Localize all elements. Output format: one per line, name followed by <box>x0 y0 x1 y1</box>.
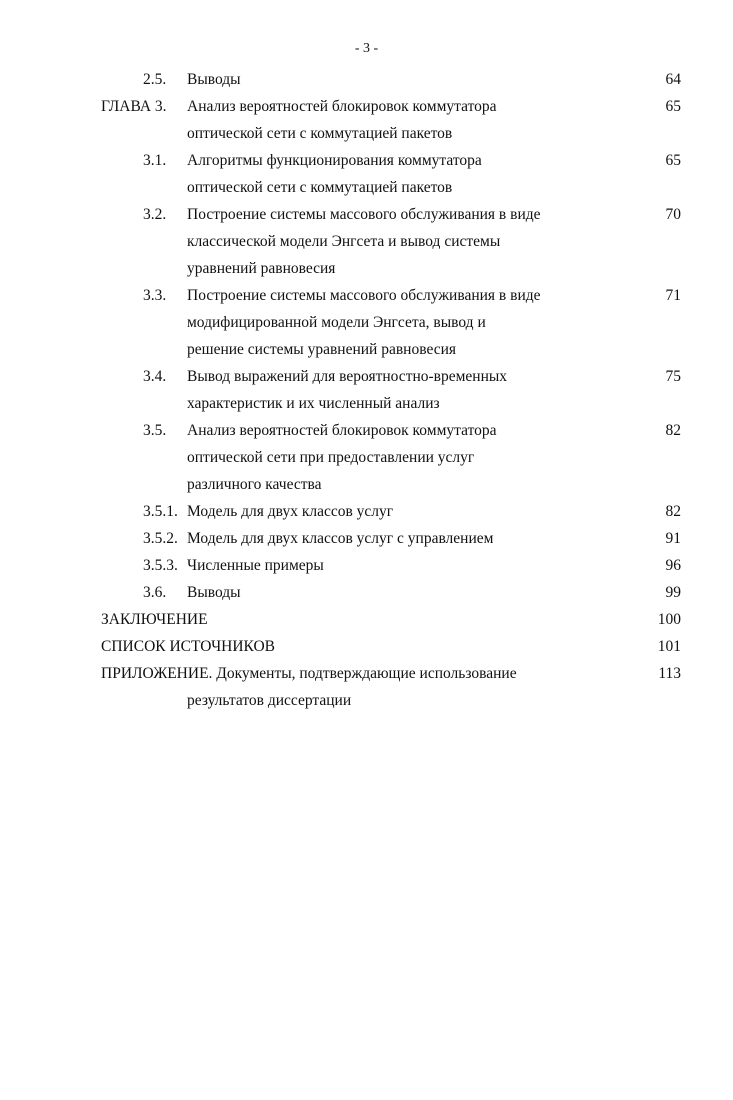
toc-entry-number: 3.2. <box>143 206 167 223</box>
toc-entry-title-line: Алгоритмы функционирования коммутатора <box>187 152 482 169</box>
toc-entry-page: 75 <box>665 368 681 385</box>
toc-entry <box>0 66 733 93</box>
toc-entry <box>0 660 733 714</box>
toc-entry-title <box>187 201 733 282</box>
toc-entry <box>0 363 733 417</box>
toc-entry <box>0 498 733 525</box>
toc-entry-title-line: Выводы <box>187 71 241 88</box>
toc-entry-title <box>187 147 733 201</box>
toc-entry-title-line: классической модели Энгсета и вывод системы <box>187 233 501 250</box>
toc-entry-number: 3.5.3. <box>143 557 178 574</box>
toc-entry-title-line: оптической сети с коммутацией пакетов <box>187 125 453 142</box>
toc-entry <box>0 606 733 633</box>
toc-entry-page: 64 <box>665 71 681 88</box>
toc-entry-page: 65 <box>665 98 681 115</box>
toc-entry-title-line: уравнений равновесия <box>187 260 336 277</box>
toc-entry-title-line: результатов диссертации <box>187 692 352 709</box>
toc-entry-number: 3.5. <box>143 422 167 439</box>
toc-entry-page: 71 <box>665 287 681 304</box>
toc-entry-number: 2.5. <box>143 71 167 88</box>
toc-entry-title <box>187 498 733 525</box>
toc-entry-title-line: СПИСОК ИСТОЧНИКОВ <box>101 638 276 655</box>
toc-entry-page: 100 <box>657 611 681 628</box>
toc-entry <box>0 201 733 282</box>
toc-entry <box>0 525 733 552</box>
toc-entry-title <box>187 93 733 147</box>
toc-entry-title-line: модифицированной модели Энгсета, вывод и <box>187 314 486 331</box>
toc-entry-page: 99 <box>665 584 681 601</box>
toc-entry <box>0 93 733 147</box>
toc-entry-page: 96 <box>665 557 681 574</box>
toc-entry-number: ГЛАВА 3. <box>101 98 167 115</box>
toc-entry-number: 3.1. <box>143 152 167 169</box>
toc-entry-title <box>187 417 733 498</box>
toc-entry-title-line: Модель для двух классов услуг <box>187 503 394 520</box>
toc-entry-page: 113 <box>658 665 681 682</box>
toc-entry-title-line: Построение системы массового обслуживания в виде <box>187 287 541 304</box>
toc-entry <box>0 579 733 606</box>
toc-entry-title-line: ЗАКЛЮЧЕНИЕ <box>101 611 208 628</box>
toc-entry-page: 101 <box>657 638 681 655</box>
toc-entry-title-line: Выводы <box>187 584 241 601</box>
toc-entry-title <box>187 579 733 606</box>
toc-entry-title-line: Модель для двух классов услуг с управлением <box>187 530 494 547</box>
toc-entry-title <box>187 552 733 579</box>
toc-entry <box>0 417 733 498</box>
toc-entry-page: 82 <box>665 422 681 439</box>
toc-entry-page: 91 <box>665 530 681 547</box>
page-number: - 3 - <box>354 41 379 56</box>
toc-entry-title-line: Численные примеры <box>187 557 324 574</box>
toc-entry-title-line: Анализ вероятностей блокировок коммутатора <box>187 422 497 439</box>
toc-entry-title-line: характеристик и их численный анализ <box>187 395 440 412</box>
toc-entry-title-line: решение системы уравнений равновесия <box>187 341 457 358</box>
toc-entry-title <box>101 660 733 714</box>
toc-entry <box>0 282 733 363</box>
toc-entry-title <box>101 633 733 660</box>
toc-entry <box>0 552 733 579</box>
toc-entry-number: 3.6. <box>143 584 167 601</box>
toc-entry-title <box>187 363 733 417</box>
toc-entry-title-line: Вывод выражений для вероятностно-временных <box>187 368 508 385</box>
toc-entry-number: 3.5.2. <box>143 530 178 547</box>
toc-entry-title-line: различного качества <box>187 476 322 493</box>
toc-entry-title <box>187 66 733 93</box>
toc-entry-number: 3.4. <box>143 368 167 385</box>
toc-entry <box>0 147 733 201</box>
toc-entry-page: 70 <box>665 206 681 223</box>
toc-entry-title-line: оптической сети с коммутацией пакетов <box>187 179 453 196</box>
toc-entry-title-line: Анализ вероятностей блокировок коммутатора <box>187 98 497 115</box>
toc-entry-title <box>187 525 733 552</box>
toc-entry-title <box>187 282 733 363</box>
toc-entry-title <box>101 606 733 633</box>
toc-entry-page: 65 <box>665 152 681 169</box>
toc-entry-title-line: Построение системы массового обслуживания в виде <box>187 206 541 223</box>
table-of-contents <box>0 66 733 714</box>
toc-entry-page: 82 <box>665 503 681 520</box>
toc-entry-title-line: оптической сети при предоставлении услуг <box>187 449 475 466</box>
toc-entry-number: 3.3. <box>143 287 167 304</box>
toc-entry-number: 3.5.1. <box>143 503 178 520</box>
toc-entry <box>0 633 733 660</box>
toc-entry-title-line: ПРИЛОЖЕНИЕ. Документы, подтверждающие использование <box>101 665 517 682</box>
